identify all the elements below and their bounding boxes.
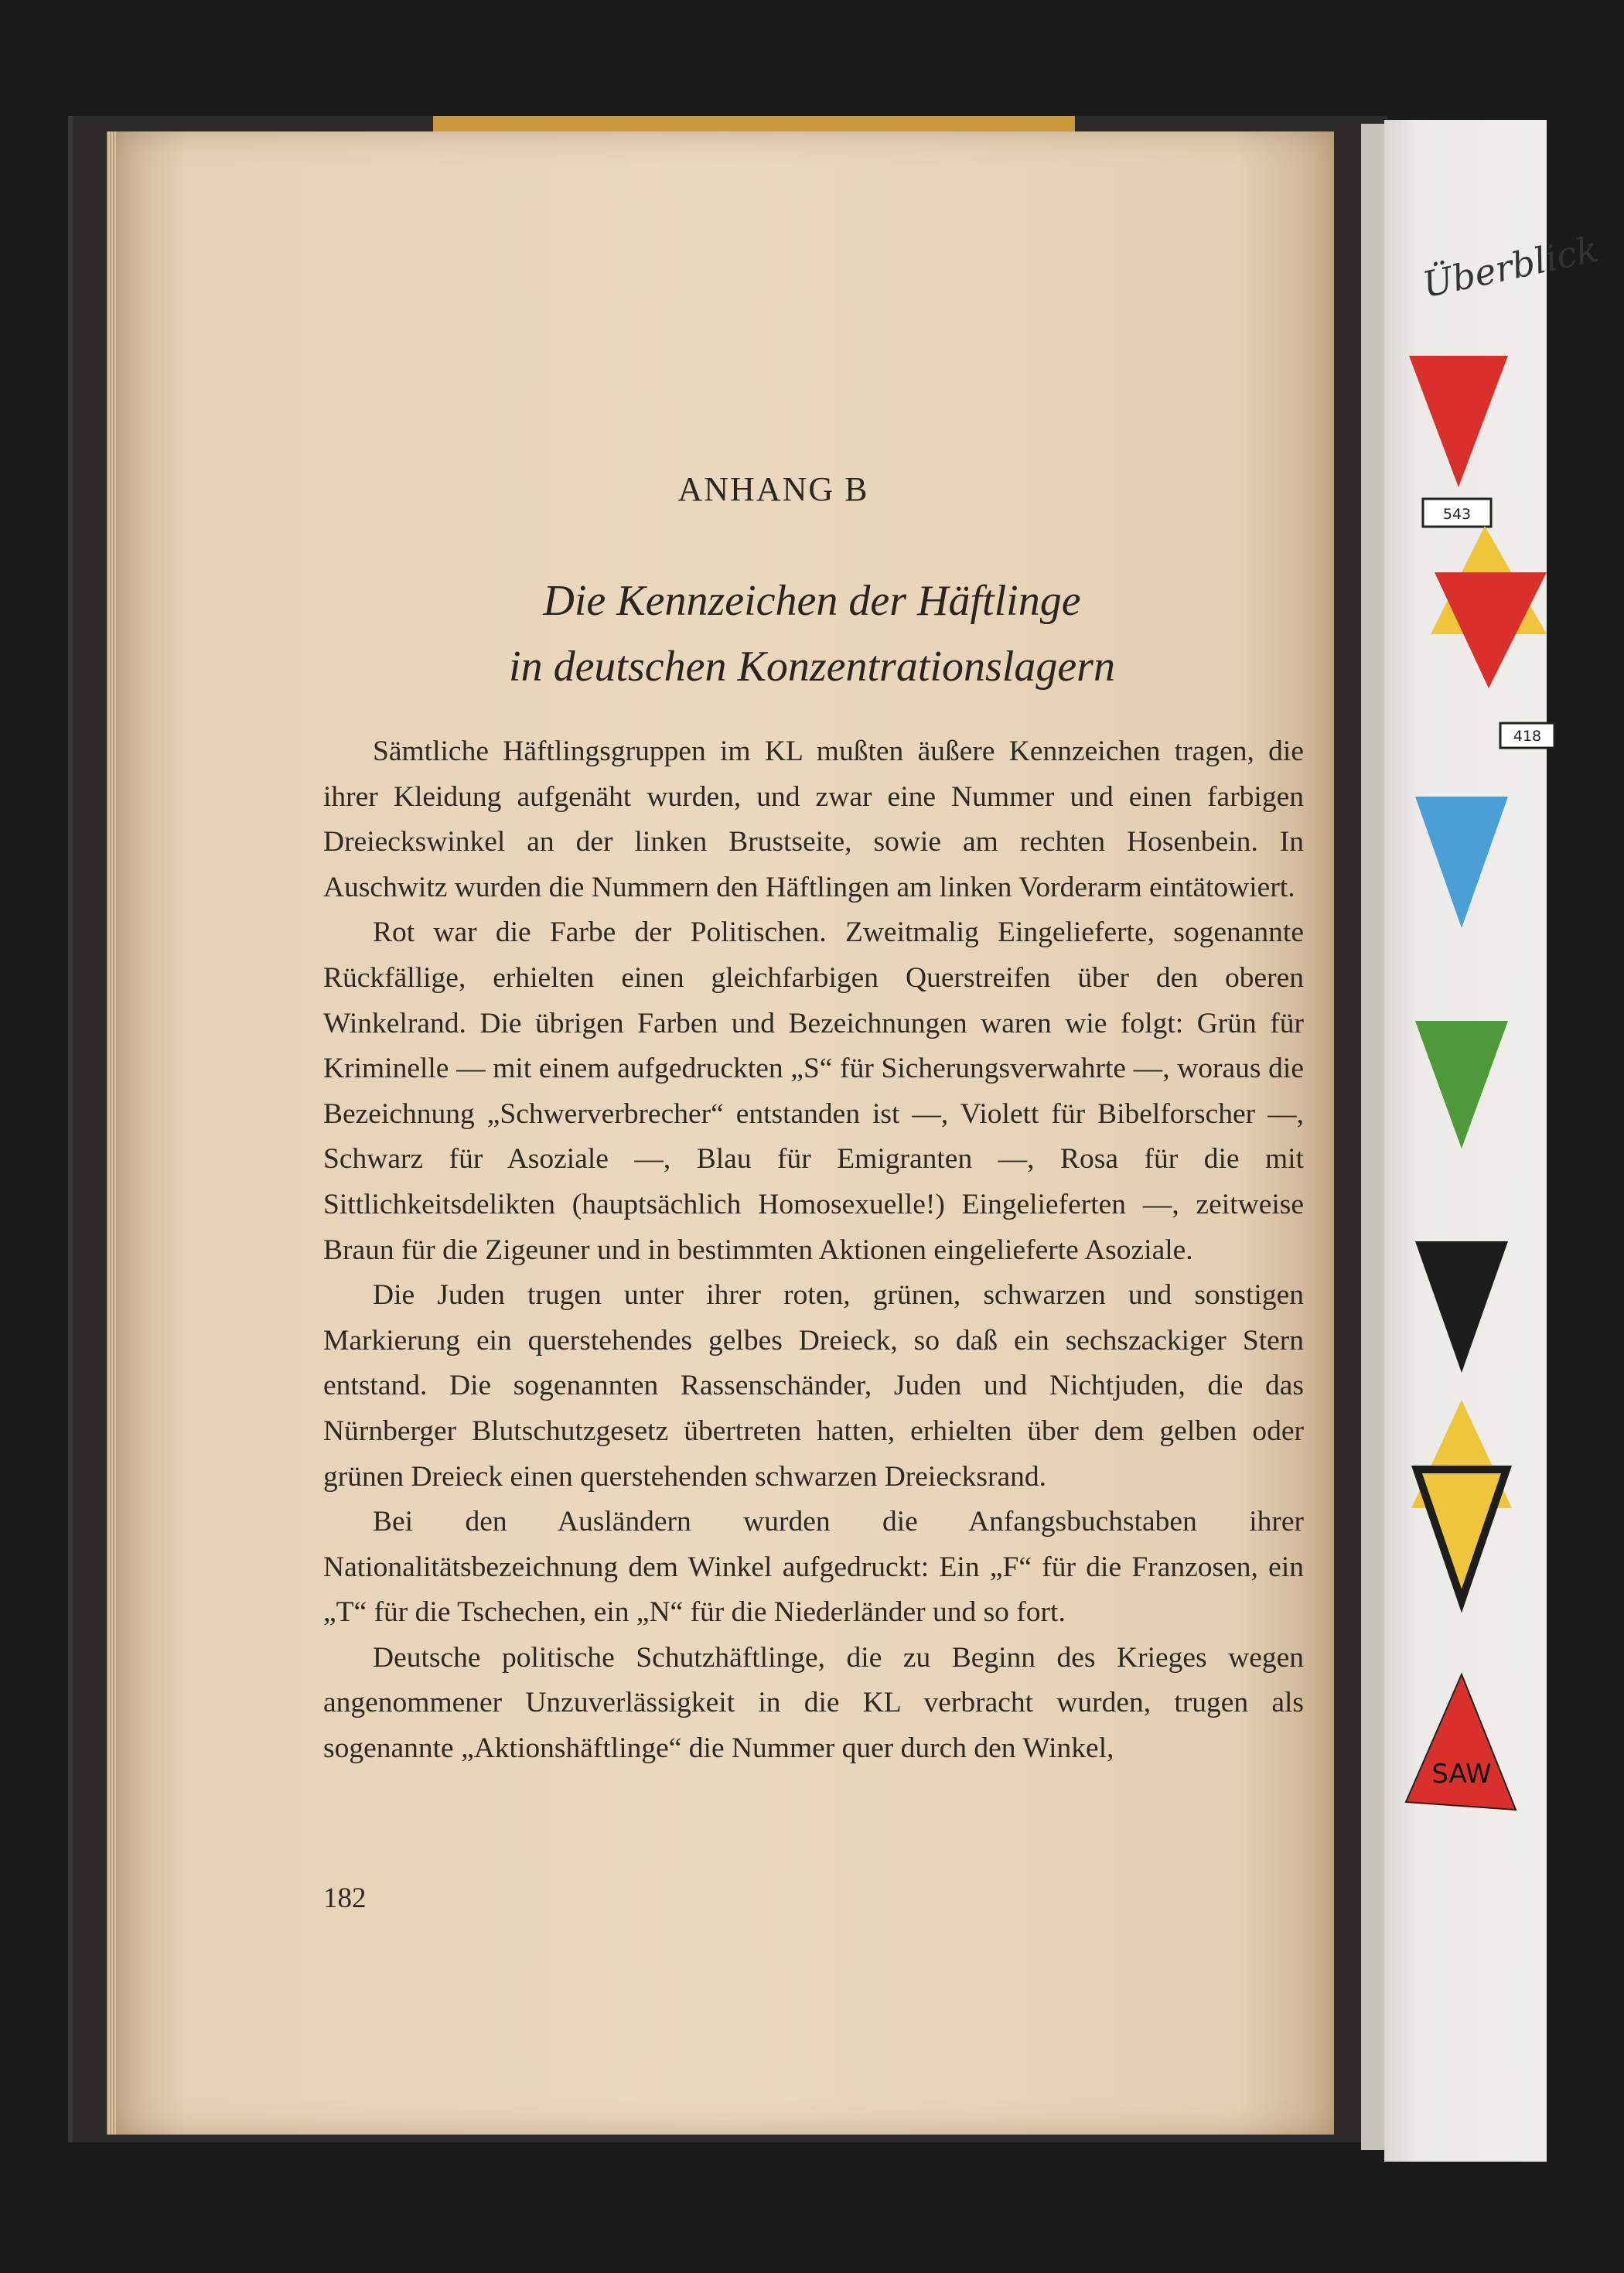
black-border-triangle-icon	[1417, 1469, 1506, 1601]
blue-triangle-icon	[1415, 797, 1508, 928]
green-triangle-icon	[1415, 1021, 1508, 1148]
paragraph: Die Juden trugen unter ihrer roten, grünen, schwarzen und sonstigen Markierung ein querstehendes gelbes Dreieck, so daß ein sechszackiger Stern entstand. Die sogenannten Rassenschänder, Juden und Nichtjuden, die das Nürnberger Blutschutzgesetz übertreten hatten, erhielten über dem gelben oder grünen Dreieck einen querstehenden schwarzen Dreiecksrand.	[323, 1279, 1304, 1493]
appendix-heading: ANHANG B	[677, 470, 869, 508]
number-2: 418	[1513, 728, 1542, 745]
number-1: 543	[1442, 506, 1472, 523]
paragraph: Sämtliche Häftlingsgruppen im KL mußten äußere Kennzeichen tragen, die ihrer Kleidung aufgenäht wurden, und zwar eine Nummer und einen farbigen Dreieckswinkel an der linken Brustseite, sowie am rechten Hosenbein. In Auschwitz wurden die Nummern den Häftlingen am linken Vorderarm eintätowiert.	[323, 735, 1304, 903]
page-number: 182	[323, 1882, 367, 1914]
insert-label: Überblick	[1418, 227, 1602, 306]
saw-label: SAW	[1431, 1759, 1492, 1790]
black-triangle-icon	[1415, 1241, 1508, 1373]
chapter-title-line-1: Die Kennzeichen der Häftlinge	[543, 577, 1081, 625]
red-triangle-icon	[1409, 356, 1508, 487]
badge-triangles	[1384, 340, 1547, 1887]
paragraph: Deutsche politische Schutzhäftlinge, die zu Beginn des Krieges wegen angenommener Unzuverlässigkeit in die KL verbracht wurden, trugen als sogenannte „Aktionshäftlinge“ die Nummer quer durch den Winkel,	[323, 1641, 1304, 1765]
body-text	[323, 729, 1304, 1772]
chapter-title-line-2: in deutschen Konzentrationslagern	[509, 643, 1115, 691]
paragraph: Bei den Ausländern wurden die Anfangsbuchstaben ihrer Nationalitätsbezeichnung dem Winkel aufgedruckt: Ein „F“ für die Franzosen, ein „T“ für die Tschechen, ein „N“ für die Niederländer und so fort.	[323, 1506, 1304, 1629]
paragraph: Rot war die Farbe der Politischen. Zweitmalig Eingelieferte, sogenannte Rückfällige, erhielten einen gleichfarbigen Querstreifen über den oberen Winkelrand. Die übrigen Farben und Bezeichnungen waren wie folgt: Grün für Kriminelle — mit einem aufgedruckten „S“ für Sicherungsverwahrte —, woraus die Bezeichnung „Schwerverbrecher“ entstanden ist —, Violett für Bibelforscher —, Schwarz für Asoziale —, Blau für Emigranten —, Rosa für die mit Sittlichkeitsdelikten (hauptsächlich Homosexuelle!) Eingelieferten —, zeitweise Braun für die Zigeuner und in bestimmten Aktionen eingelieferte Asoziale.	[323, 916, 1304, 1266]
